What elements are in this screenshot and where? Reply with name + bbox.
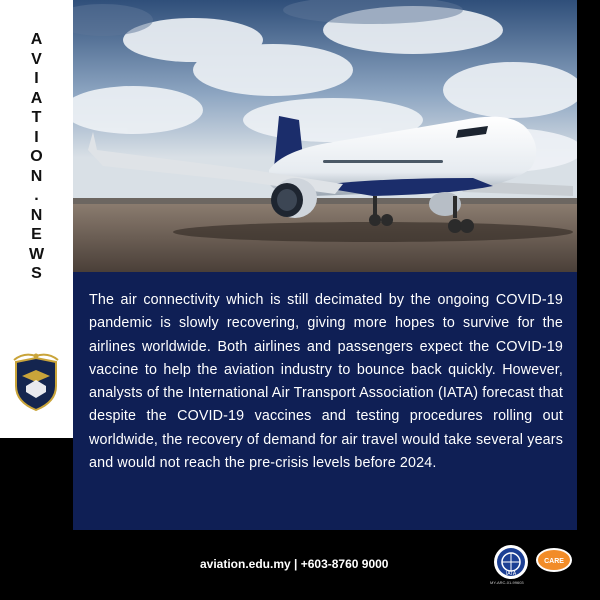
title-letter: I [34, 70, 39, 87]
academy-crest-icon [12, 352, 60, 412]
care-badge-icon [534, 545, 574, 575]
title-letter: I [34, 128, 39, 146]
article-panel [73, 272, 577, 530]
care-label: CARE [544, 558, 564, 565]
title-letter: A [30, 89, 43, 107]
title-letter: T [31, 109, 42, 126]
title-letter: . [34, 187, 39, 204]
title-letter: E [31, 226, 42, 243]
hero-image [73, 0, 577, 272]
title-letter: S [31, 265, 42, 282]
article-body: The air connectivity which is still decimated by the ongoing COVID-19 pandemic is slowly recovering, giving more hopes to survive for the airlines worldwide. Both airlines and passengers expect the COVID-19 vaccine to help the aviation industry to bounce back quickly. However, analysts of the International Air Transport Association (IATA) forecast that despite the COVID-19 vaccines and testing procedures rolling out worldwide, the recovery of demand for air travel would take several years and would not reach the pre-crisis levels before 2024. [89, 292, 563, 472]
title-letter: N [30, 167, 43, 185]
contact-info: aviation.edu.my | +603-8760 9000 [200, 557, 389, 571]
title-letter: W [28, 245, 45, 263]
brand-sidebar [0, 0, 73, 438]
iata-label: IATA [505, 571, 517, 577]
certification-text: MY-ARC-01-99603 [490, 580, 524, 585]
title-letter: O [30, 148, 43, 165]
airplane-photo-icon [73, 0, 577, 272]
iata-badge-icon [493, 544, 529, 580]
title-letter: A [30, 31, 43, 48]
vertical-title [0, 30, 73, 284]
title-letter: N [30, 206, 43, 224]
title-letter: V [31, 50, 42, 68]
